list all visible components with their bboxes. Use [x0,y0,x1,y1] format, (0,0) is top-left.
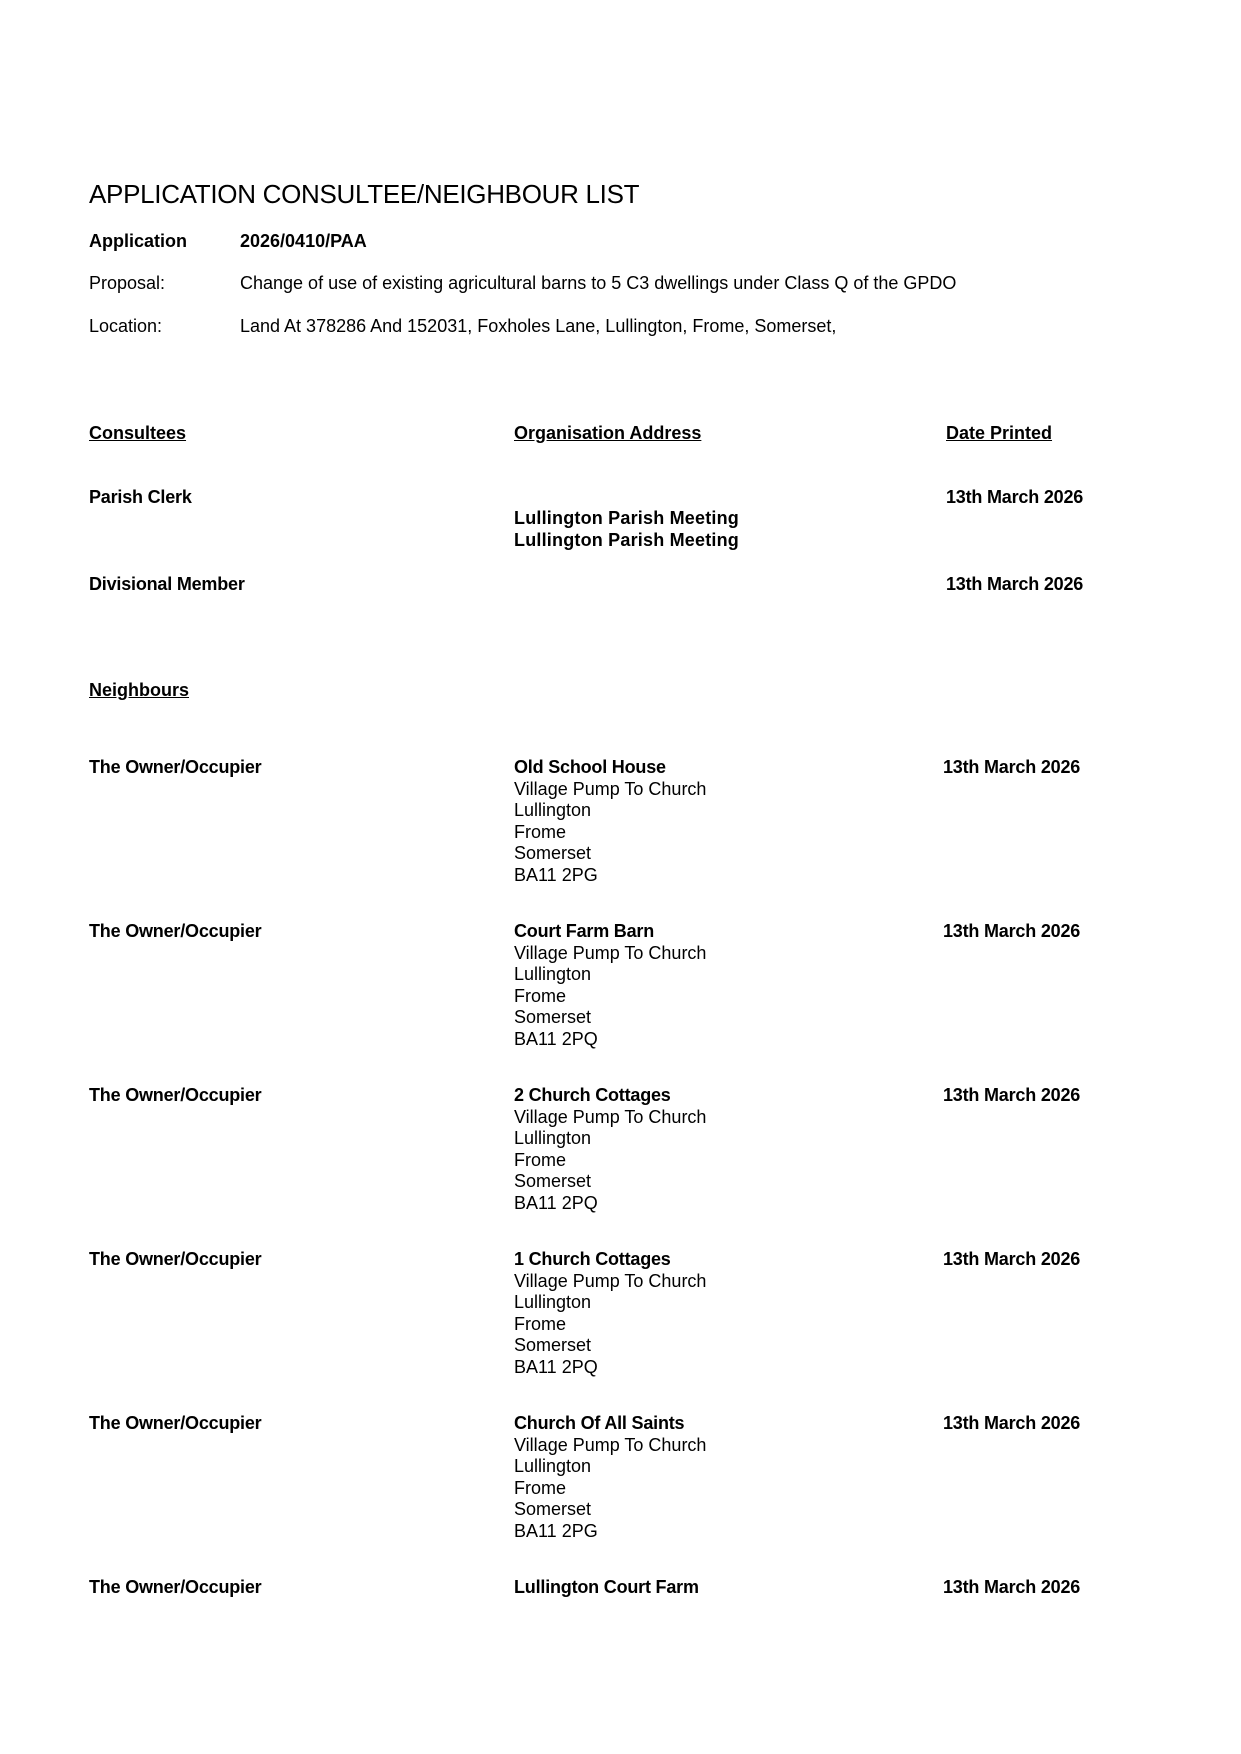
address-line: Village Pump To Church [514,1270,707,1291]
address-line: Frome [514,821,567,842]
proposal-label: Proposal: [89,273,166,293]
neighbour-name: The Owner/Occupier [89,1085,262,1105]
address-title: Court Farm Barn [514,921,655,941]
address-line: Lullington [514,800,592,821]
neighbour-date: 13th March 2026 [943,921,1081,941]
neighbour-name: The Owner/Occupier [89,757,262,777]
organisation-line: Lullington Parish Meeting [514,529,739,550]
date-printed-heading: Date Printed [946,423,1053,443]
page-title: APPLICATION CONSULTEE/NEIGHBOUR LIST [89,179,640,209]
neighbour-name: The Owner/Occupier [89,1249,262,1269]
address-line: BA11 2PG [514,1520,598,1541]
neighbour-address [514,1577,699,1599]
neighbour-address [514,1085,706,1215]
address-line: Village Pump To Church [514,942,707,963]
address-line: Frome [514,1149,567,1170]
consultee-date: 13th March 2026 [946,487,1084,507]
address-line: Lullington [514,1128,592,1149]
address-line: Somerset [514,843,592,864]
address-line: Village Pump To Church [514,778,707,799]
organisation-address-heading: Organisation Address [514,423,702,443]
address-line: Village Pump To Church [514,1434,707,1455]
address-line: Lullington [514,964,592,985]
address-line: Frome [514,985,567,1006]
application-number: 2026/0410/PAA [240,231,367,251]
address-line: BA11 2PG [514,864,598,885]
address-line: Lullington [514,1292,592,1313]
consultee-name: Divisional Member [89,574,245,594]
address-line: BA11 2PQ [514,1192,598,1213]
address-title: Church Of All Saints [514,1413,685,1433]
consultee-name: Parish Clerk [89,487,192,507]
address-line: Somerset [514,1007,592,1028]
address-title: Lullington Court Farm [514,1577,699,1597]
address-line: Somerset [514,1171,592,1192]
address-line: Frome [514,1477,567,1498]
address-title: 2 Church Cottages [514,1085,671,1105]
location-text: Land At 378286 And 152031, Foxholes Lane, Lullington, Frome, Somerset, [240,316,837,336]
organisation-line: Lullington Parish Meeting [514,508,739,528]
address-line: Lullington [514,1456,592,1477]
address-line: BA11 2PQ [514,1356,598,1377]
consultee-date: 13th March 2026 [946,574,1084,594]
neighbour-address [514,1249,706,1379]
address-title: 1 Church Cottages [514,1249,671,1269]
consultees-heading: Consultees [89,423,187,443]
address-line: BA11 2PQ [514,1028,598,1049]
neighbour-date: 13th March 2026 [943,1577,1081,1597]
neighbour-date: 13th March 2026 [943,1413,1081,1433]
address-line: Somerset [514,1335,592,1356]
address-title: Old School House [514,757,666,777]
neighbour-date: 13th March 2026 [943,1085,1081,1105]
address-line: Village Pump To Church [514,1106,707,1127]
neighbour-name: The Owner/Occupier [89,1413,262,1433]
address-line: Somerset [514,1499,592,1520]
address-line: Frome [514,1313,567,1334]
neighbour-date: 13th March 2026 [943,1249,1081,1269]
neighbour-name: The Owner/Occupier [89,921,262,941]
proposal-text: Change of use of existing agricultural barns to 5 C3 dwellings under Class Q of the GPDO [240,273,957,293]
neighbour-address [514,1413,706,1543]
neighbour-address [514,921,706,1051]
neighbour-name: The Owner/Occupier [89,1577,262,1597]
location-label: Location: [89,316,163,336]
neighbour-address [514,757,706,887]
application-label: Application [89,231,187,251]
neighbours-heading: Neighbours [89,680,190,700]
neighbour-date: 13th March 2026 [943,757,1081,777]
consultee-organisation [514,508,739,551]
